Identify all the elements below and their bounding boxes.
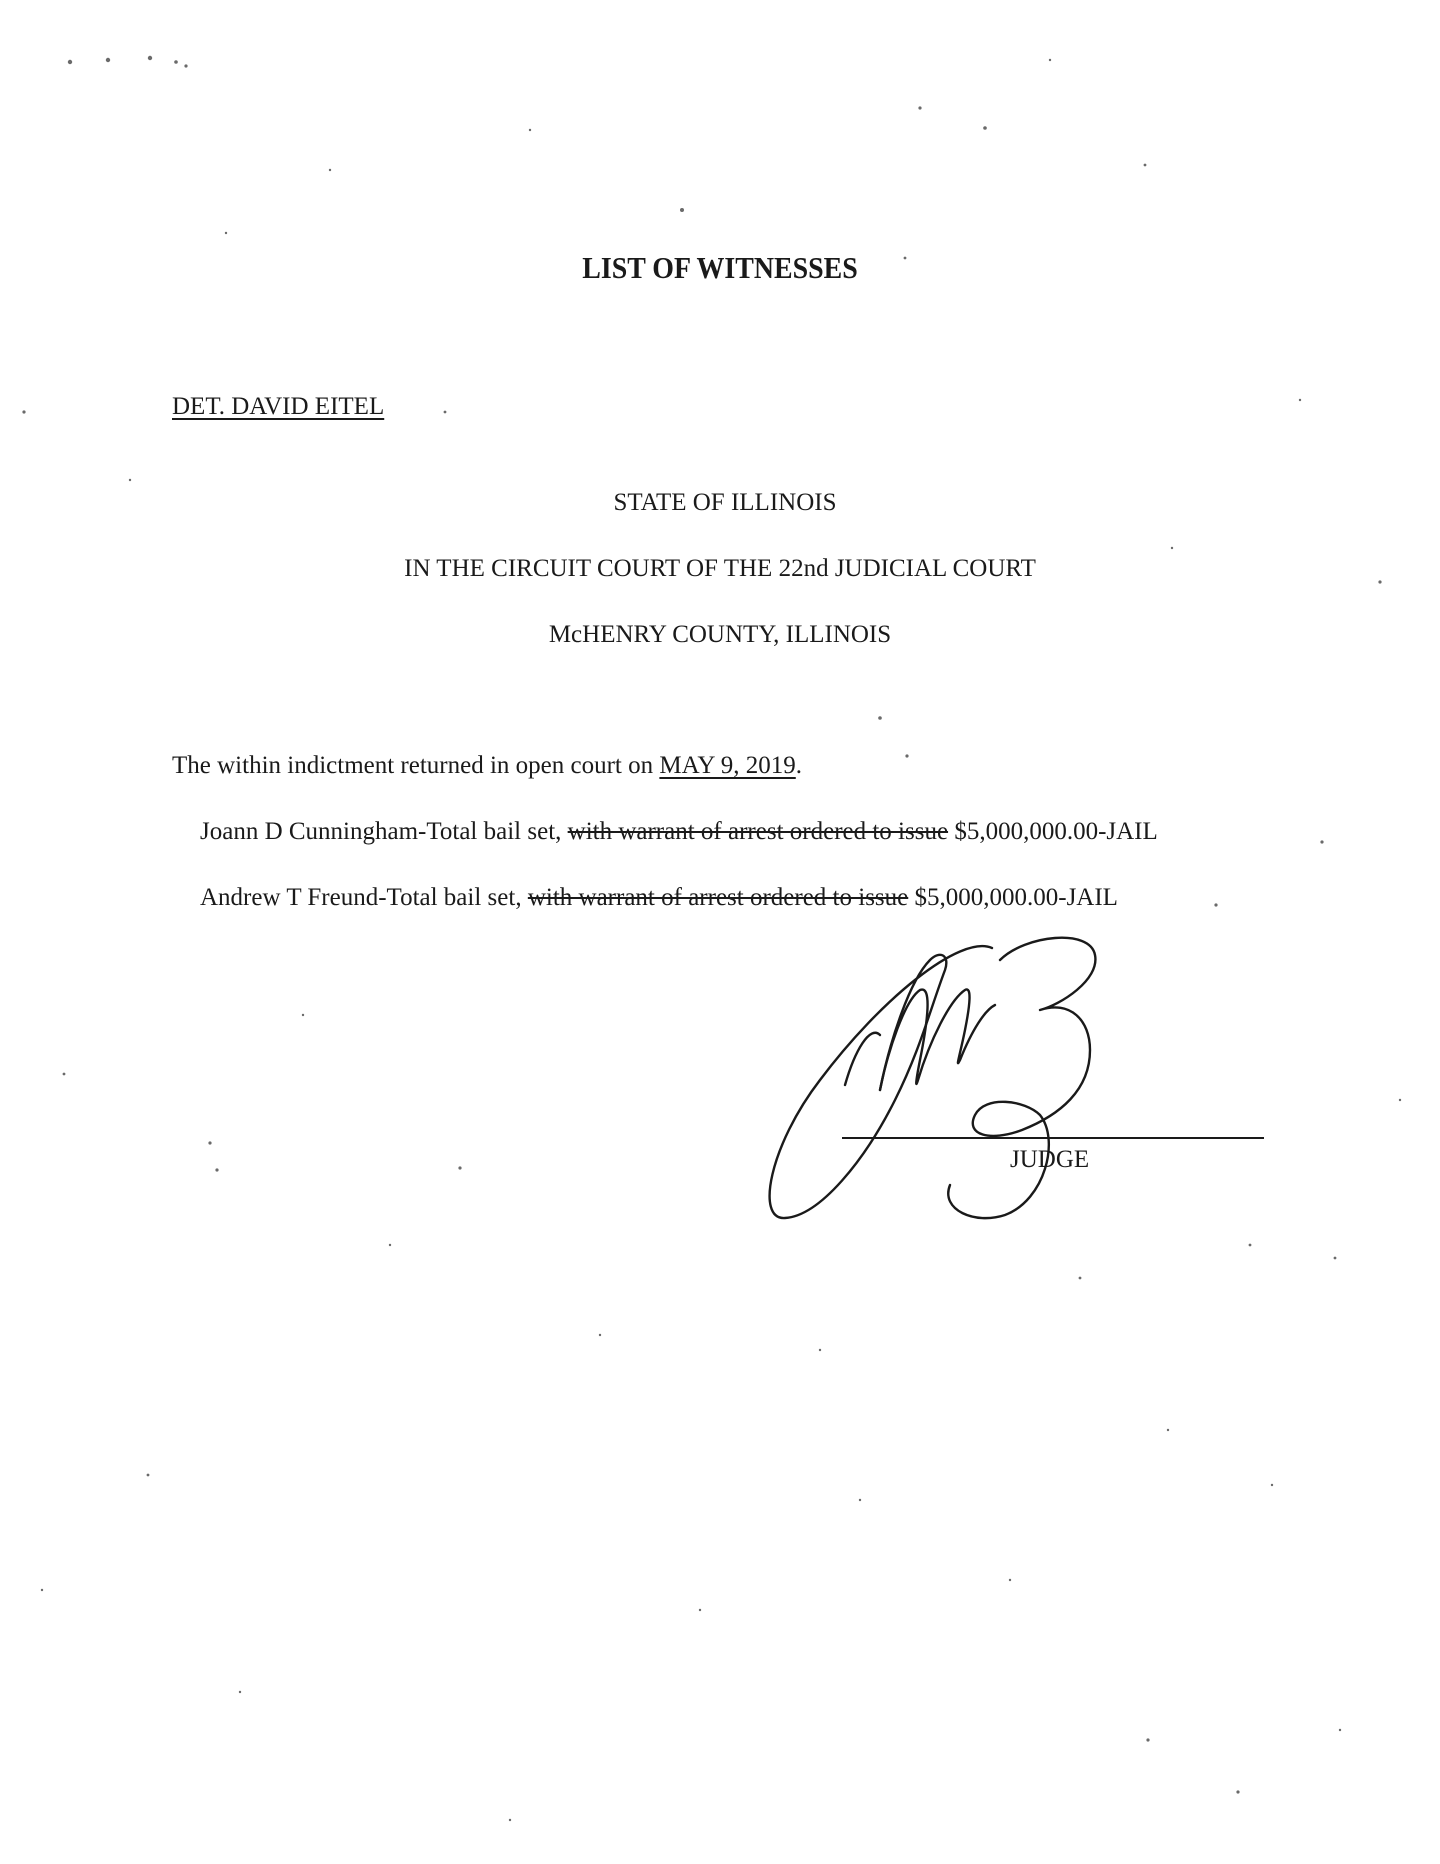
bail-defendant: Andrew T Freund-Total bail set, [200, 884, 528, 911]
signature-label: JUDGE [1010, 1146, 1090, 1173]
bail-entry [200, 818, 1158, 846]
bail-amount: $5,000,000.00-JAIL [948, 818, 1158, 845]
document-title: LIST OF WITNESSES [582, 250, 858, 285]
state-heading: STATE OF ILLINOIS [613, 489, 837, 516]
bail-defendant: Joann D Cunningham-Total bail set, [200, 818, 568, 845]
court-heading: IN THE CIRCUIT COURT OF THE 22nd JUDICIAL COURT [404, 555, 1036, 582]
indictment-prefix: The within indictment returned in open court on [172, 752, 660, 779]
bail-amount: $5,000,000.00-JAIL [908, 884, 1118, 911]
bail-entry [200, 884, 1118, 912]
judge-signature [760, 930, 1200, 1240]
witness-name: DET. DAVID EITEL [172, 393, 385, 420]
indictment-date: MAY 9, 2019 [659, 752, 796, 779]
indictment-suffix: . [795, 752, 803, 779]
bail-struck-text: with warrant of arrest ordered to issue [527, 884, 909, 911]
bail-struck-text: with warrant of arrest ordered to issue [567, 818, 949, 845]
county-heading: McHENRY COUNTY, ILLINOIS [548, 621, 892, 648]
indictment-statement [172, 752, 802, 780]
